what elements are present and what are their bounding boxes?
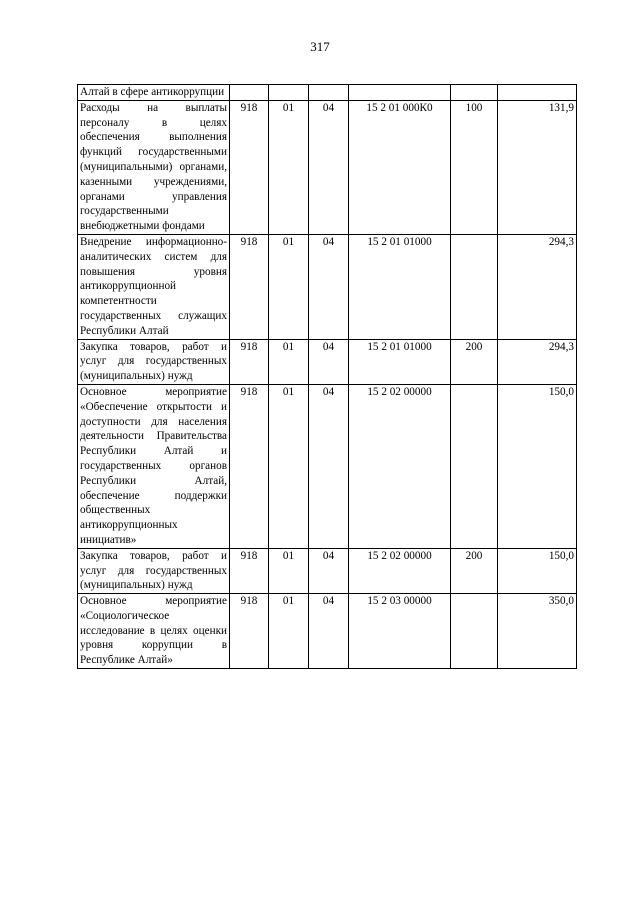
amount-cell: 294,3 xyxy=(498,339,577,384)
row-name-cell: Алтай в сфере антикоррупции xyxy=(78,85,230,101)
target-item-cell: 15 2 01 01000 xyxy=(349,234,451,339)
target-item-cell xyxy=(349,85,451,101)
row-name-cell: Внедрение информационно-аналитических систем для повышения уровня антикоррупционной компетентности государственных служащих Республики Алтай xyxy=(78,234,230,339)
table-row xyxy=(78,384,577,548)
table-row xyxy=(78,234,577,339)
row-name-cell: Основное мероприятие «Обеспечение открытости и доступности для населения деятельности Правительства Республики Алтай и государственных органов Республики Алтай, обеспечение поддержки общественных антикоррупционных инициатив» xyxy=(78,384,230,548)
section-code-cell: 01 xyxy=(269,594,309,669)
subsection-code-cell: 04 xyxy=(309,100,349,234)
section-code-cell: 01 xyxy=(269,548,309,593)
budget-table-body xyxy=(78,85,577,669)
target-item-cell: 15 2 01 01000 xyxy=(349,339,451,384)
admin-code-cell: 918 xyxy=(230,548,269,593)
amount-cell: 131,9 xyxy=(498,100,577,234)
section-code-cell: 01 xyxy=(269,234,309,339)
subsection-code-cell: 04 xyxy=(309,548,349,593)
subsection-code-cell: 04 xyxy=(309,384,349,548)
subsection-code-cell: 04 xyxy=(309,234,349,339)
table-row xyxy=(78,548,577,593)
table-row xyxy=(78,339,577,384)
table-row xyxy=(78,85,577,101)
amount-cell: 150,0 xyxy=(498,548,577,593)
subsection-code-cell xyxy=(309,85,349,101)
table-row xyxy=(78,594,577,669)
target-item-cell: 15 2 01 000К0 xyxy=(349,100,451,234)
row-name-cell: Закупка товаров, работ и услуг для государственных (муниципальных) нужд xyxy=(78,339,230,384)
expense-type-cell xyxy=(451,234,498,339)
subsection-code-cell: 04 xyxy=(309,594,349,669)
budget-table xyxy=(77,84,577,669)
section-code-cell: 01 xyxy=(269,339,309,384)
expense-type-cell xyxy=(451,85,498,101)
target-item-cell: 15 2 02 00000 xyxy=(349,548,451,593)
expense-type-cell: 100 xyxy=(451,100,498,234)
row-name-cell: Расходы на выплаты персоналу в целях обеспечения выполнения функций государственными (муниципальными) органами, казенными учреждениями, органами управления государственными внебюджетными фондами xyxy=(78,100,230,234)
admin-code-cell: 918 xyxy=(230,339,269,384)
row-name-cell: Закупка товаров, работ и услуг для государственных (муниципальных) нужд xyxy=(78,548,230,593)
amount-cell: 294,3 xyxy=(498,234,577,339)
admin-code-cell: 918 xyxy=(230,384,269,548)
target-item-cell: 15 2 02 00000 xyxy=(349,384,451,548)
section-code-cell: 01 xyxy=(269,384,309,548)
admin-code-cell: 918 xyxy=(230,100,269,234)
expense-type-cell xyxy=(451,384,498,548)
admin-code-cell xyxy=(230,85,269,101)
expense-type-cell xyxy=(451,594,498,669)
table-row xyxy=(78,100,577,234)
section-code-cell xyxy=(269,85,309,101)
amount-cell: 350,0 xyxy=(498,594,577,669)
admin-code-cell: 918 xyxy=(230,234,269,339)
row-name-cell: Основное мероприятие «Социологическое исследование в целях оценки уровня коррупции в Республике Алтай» xyxy=(78,594,230,669)
admin-code-cell: 918 xyxy=(230,594,269,669)
section-code-cell: 01 xyxy=(269,100,309,234)
expense-type-cell: 200 xyxy=(451,548,498,593)
subsection-code-cell: 04 xyxy=(309,339,349,384)
amount-cell xyxy=(498,85,577,101)
expense-type-cell: 200 xyxy=(451,339,498,384)
target-item-cell: 15 2 03 00000 xyxy=(349,594,451,669)
amount-cell: 150,0 xyxy=(498,384,577,548)
page-number: 317 xyxy=(310,39,330,54)
